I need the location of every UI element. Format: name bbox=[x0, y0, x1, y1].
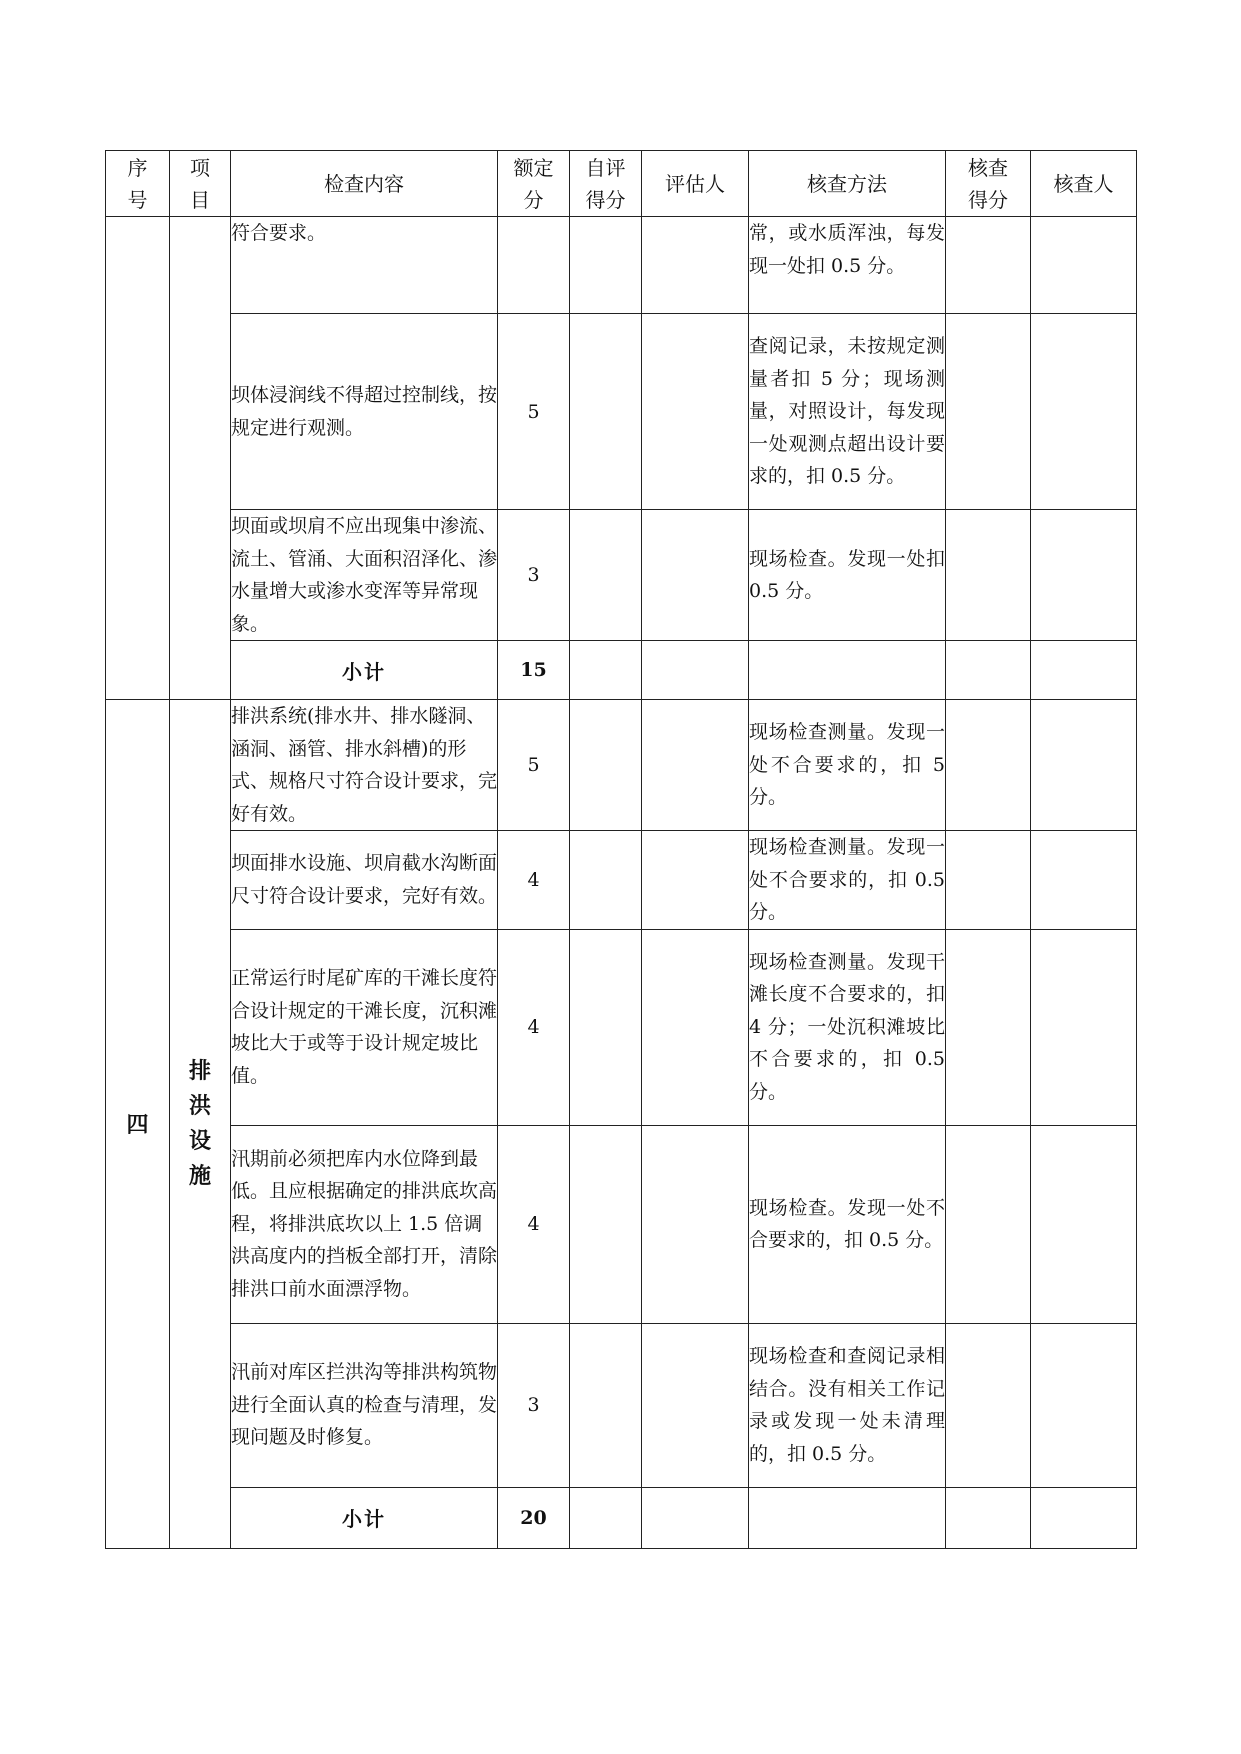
check-score-cell bbox=[946, 831, 1031, 930]
assessor-cell bbox=[642, 217, 749, 314]
check-score-cell bbox=[946, 1487, 1031, 1548]
table-row bbox=[106, 831, 1137, 930]
self-score-cell bbox=[570, 217, 642, 314]
table-row bbox=[106, 1125, 1137, 1323]
checker-cell bbox=[1031, 1487, 1137, 1548]
table-row bbox=[106, 929, 1137, 1125]
content-cell: 汛前对库区拦洪沟等排洪构筑物进行全面认真的检查与清理，发现问题及时修复。 bbox=[231, 1323, 498, 1487]
subtotal-label: 小计 bbox=[231, 641, 498, 700]
subtotal-label: 小计 bbox=[231, 1487, 498, 1548]
section-item: 排 洪 设 施 bbox=[170, 700, 231, 1549]
self-score-cell bbox=[570, 641, 642, 700]
header-self-score: 自评 得分 bbox=[570, 151, 642, 217]
check-score-cell bbox=[946, 217, 1031, 314]
content-cell: 坝体浸润线不得超过控制线，按规定进行观测。 bbox=[231, 314, 498, 510]
check-score-cell bbox=[946, 929, 1031, 1125]
check-score-cell bbox=[946, 1323, 1031, 1487]
assessor-cell bbox=[642, 641, 749, 700]
content-cell: 坝面排水设施、坝肩截水沟断面尺寸符合设计要求，完好有效。 bbox=[231, 831, 498, 930]
header-assessor: 评估人 bbox=[642, 151, 749, 217]
self-score-cell bbox=[570, 929, 642, 1125]
checker-cell bbox=[1031, 1125, 1137, 1323]
check-score-cell bbox=[946, 700, 1031, 831]
assessor-cell bbox=[642, 700, 749, 831]
method-cell: 现场检查和查阅记录相结合。没有相关工作记录或发现一处未清理的，扣 0.5 分。 bbox=[749, 1323, 946, 1487]
checker-cell bbox=[1031, 217, 1137, 314]
checker-cell bbox=[1031, 831, 1137, 930]
score-cell: 5 bbox=[498, 314, 570, 510]
header-seq: 序 号 bbox=[106, 151, 170, 217]
self-score-cell bbox=[570, 1323, 642, 1487]
table-row bbox=[106, 314, 1137, 510]
content-cell: 符合要求。 bbox=[231, 217, 498, 314]
seq-cell-empty bbox=[106, 217, 170, 700]
score-cell: 4 bbox=[498, 831, 570, 930]
method-cell bbox=[749, 641, 946, 700]
self-score-cell bbox=[570, 1125, 642, 1323]
method-cell bbox=[749, 1487, 946, 1548]
checker-cell bbox=[1031, 314, 1137, 510]
method-cell: 查阅记录，未按规定测量者扣 5 分；现场测量，对照设计，每发现一处观测点超出设计要求的，扣 0.5 分。 bbox=[749, 314, 946, 510]
assessor-cell bbox=[642, 1323, 749, 1487]
assessor-cell bbox=[642, 510, 749, 641]
section-seq: 四 bbox=[106, 700, 170, 1549]
self-score-cell bbox=[570, 700, 642, 831]
table-row bbox=[106, 510, 1137, 641]
method-cell: 现场检查测量。发现干滩长度不合要求的，扣 4 分；一处沉积滩坡比不合要求的，扣 0.5 分。 bbox=[749, 929, 946, 1125]
check-score-cell bbox=[946, 510, 1031, 641]
score-cell bbox=[498, 217, 570, 314]
method-cell: 现场检查。发现一处扣 0.5 分。 bbox=[749, 510, 946, 641]
self-score-cell bbox=[570, 1487, 642, 1548]
header-method: 核查方法 bbox=[749, 151, 946, 217]
content-cell: 坝面或坝肩不应出现集中渗流、流土、管涌、大面积沼泽化、渗水量增大或渗水变浑等异常现象。 bbox=[231, 510, 498, 641]
self-score-cell bbox=[570, 510, 642, 641]
header-quota: 额定 分 bbox=[498, 151, 570, 217]
self-score-cell bbox=[570, 831, 642, 930]
content-cell: 正常运行时尾矿库的干滩长度符合设计规定的干滩长度，沉积滩坡比大于或等于设计规定坡比值。 bbox=[231, 929, 498, 1125]
method-cell: 现场检查。发现一处不合要求的，扣 0.5 分。 bbox=[749, 1125, 946, 1323]
table-row bbox=[106, 700, 1137, 831]
checker-cell bbox=[1031, 929, 1137, 1125]
self-score-cell bbox=[570, 314, 642, 510]
assessor-cell bbox=[642, 1125, 749, 1323]
method-cell: 现场检查测量。发现一处不合要求的，扣 0.5 分。 bbox=[749, 831, 946, 930]
method-cell: 现场检查测量。发现一处不合要求的，扣 5 分。 bbox=[749, 700, 946, 831]
checker-cell bbox=[1031, 1323, 1137, 1487]
score-cell: 4 bbox=[498, 1125, 570, 1323]
checker-cell bbox=[1031, 641, 1137, 700]
assessor-cell bbox=[642, 929, 749, 1125]
score-cell: 5 bbox=[498, 700, 570, 831]
table-row bbox=[106, 1323, 1137, 1487]
assessor-cell bbox=[642, 1487, 749, 1548]
assessor-cell bbox=[642, 831, 749, 930]
subtotal-row bbox=[106, 641, 1137, 700]
assessor-cell bbox=[642, 314, 749, 510]
check-score-cell bbox=[946, 1125, 1031, 1323]
checker-cell bbox=[1031, 510, 1137, 641]
inspection-table bbox=[105, 150, 1137, 1549]
subtotal-value: 20 bbox=[498, 1487, 570, 1548]
header-content: 检查内容 bbox=[231, 151, 498, 217]
check-score-cell bbox=[946, 641, 1031, 700]
content-cell: 排洪系统(排水井、排水隧洞、涵洞、涵管、排水斜槽)的形式、规格尺寸符合设计要求，完好有效。 bbox=[231, 700, 498, 831]
subtotal-row bbox=[106, 1487, 1137, 1548]
method-cell: 常，或水质浑浊，每发现一处扣 0.5 分。 bbox=[749, 217, 946, 314]
subtotal-value: 15 bbox=[498, 641, 570, 700]
header-checker: 核查人 bbox=[1031, 151, 1137, 217]
header-row bbox=[106, 151, 1137, 217]
header-item: 项 目 bbox=[170, 151, 231, 217]
content-cell: 汛期前必须把库内水位降到最低。且应根据确定的排洪底坎高程，将排洪底坎以上 1.5 倍调洪高度内的挡板全部打开，清除排洪口前水面漂浮物。 bbox=[231, 1125, 498, 1323]
item-cell-empty bbox=[170, 217, 231, 700]
score-cell: 3 bbox=[498, 510, 570, 641]
header-check-score: 核查 得分 bbox=[946, 151, 1031, 217]
score-cell: 3 bbox=[498, 1323, 570, 1487]
checker-cell bbox=[1031, 700, 1137, 831]
score-cell: 4 bbox=[498, 929, 570, 1125]
check-score-cell bbox=[946, 314, 1031, 510]
table-row bbox=[106, 217, 1137, 314]
